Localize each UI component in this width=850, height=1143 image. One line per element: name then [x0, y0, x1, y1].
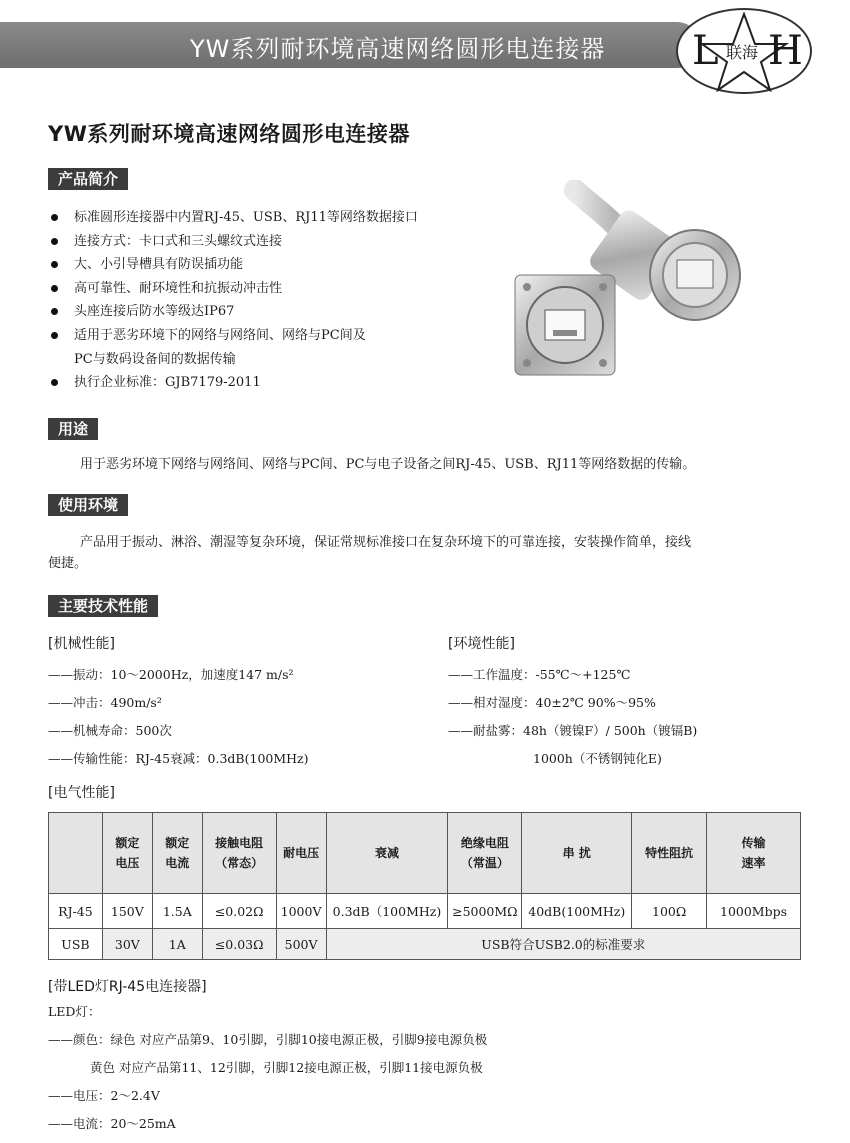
intro-bullet-list	[48, 206, 418, 395]
page-title: YW系列耐环境高速网络圆形电连接器	[48, 122, 410, 146]
led-spec: 黄色 对应产品第11、12引脚，引脚12接电源正极，引脚11接电源负极	[90, 1060, 483, 1075]
environmental-spec: ——相对湿度：40±2℃ 90%～95%	[448, 695, 656, 710]
intro-bullet: 连接方式：卡口式和三头螺纹式连接	[48, 230, 418, 254]
table-cell-merged: USB符合USB2.0的标准要求	[326, 929, 800, 960]
mechanical-spec: ——机械寿命：500次	[48, 723, 172, 738]
table-row	[49, 894, 801, 929]
environmental-spec-list	[448, 661, 697, 773]
environmental-spec: ——工作温度：-55℃～+125℃	[448, 667, 631, 682]
table-header-row	[49, 813, 801, 894]
mechanical-spec: ——振动：10～2000Hz，加速度147 m/s²	[48, 667, 294, 682]
intro-bullet: 高可靠性、耐环境性和抗振动冲击性	[48, 277, 418, 301]
intro-bullet: 执行企业标准：GJB7179-2011	[48, 371, 418, 395]
logo-letter-h: H	[768, 28, 803, 74]
table-cell: 1000V	[276, 894, 326, 929]
table-cell: 40dB(100MHz)	[522, 894, 632, 929]
environmental-heading: [环境性能]	[448, 636, 515, 652]
table-cell: 1000Mbps	[707, 894, 801, 929]
electrical-heading: [电气性能]	[48, 785, 115, 801]
intro-bullet-continued: PC与数码设备间的数据传输	[74, 351, 236, 367]
led-spec: ——颜色：绿色 对应产品第9、10引脚，引脚10接电源正极，引脚9接电源负极	[48, 1032, 488, 1047]
header-title: YW系列耐环境高速网络圆形电连接器	[190, 35, 606, 63]
table-cell: 150V	[102, 894, 152, 929]
logo-letter-l: L	[692, 28, 719, 74]
intro-bullet: 适用于恶劣环境下的网络与网络间、网络与PC间及	[48, 324, 418, 348]
environment-text-line2: 便捷。	[48, 556, 88, 571]
table-cell: USB	[49, 929, 103, 960]
led-label: LED灯：	[48, 1004, 101, 1019]
environmental-spec: 1000h（不锈钢钝化E)	[533, 751, 662, 766]
table-cell: 0.3dB（100MHz)	[326, 894, 448, 929]
led-heading: [带LED灯RJ-45电连接器]	[48, 979, 207, 995]
table-header-cell: 额定 电压	[102, 813, 152, 894]
product-photo	[505, 180, 775, 395]
table-header-cell: 衰减	[326, 813, 448, 894]
table-header-cell: 额定 电流	[152, 813, 202, 894]
section-intro-heading: 产品简介	[48, 168, 128, 190]
environment-text-line1: 产品用于振动、淋浴、潮湿等复杂环境，保证常规标准接口在复杂环境下的可靠连接，安装操作简单，接线	[80, 535, 692, 550]
intro-bullet: 标准圆形连接器中内置RJ-45、USB、RJ11等网络数据接口	[48, 206, 418, 230]
table-cell: ≤0.03Ω	[202, 929, 276, 960]
table-cell: ≤0.02Ω	[202, 894, 276, 929]
electrical-table	[48, 812, 801, 960]
mechanical-heading: [机械性能]	[48, 636, 115, 652]
table-cell: 500V	[276, 929, 326, 960]
mechanical-spec: ——传输性能：RJ-45衰减：0.3dB(100MHz)	[48, 751, 309, 766]
table-header-cell: 接触电阻 （常态）	[202, 813, 276, 894]
logo-text: 联海	[726, 43, 759, 62]
table-header-cell: 串 扰	[522, 813, 632, 894]
table-row	[49, 929, 801, 960]
table-header-cell: 耐电压	[276, 813, 326, 894]
table-header-cell	[49, 813, 103, 894]
table-header-cell: 特性阻抗	[632, 813, 707, 894]
intro-bullet: 大、小引导槽具有防误插功能	[48, 253, 418, 277]
header-bar	[0, 22, 700, 68]
table-header-cell: 传输 速率	[707, 813, 801, 894]
intro-bullet: 头座连接后防水等级达IP67	[48, 300, 418, 324]
table-cell: RJ-45	[49, 894, 103, 929]
table-cell: 100Ω	[632, 894, 707, 929]
environmental-spec: ——耐盐雾：48h（镀镍F）/ 500h（镀镉B)	[448, 723, 698, 738]
section-usage-heading: 用途	[48, 418, 98, 440]
mechanical-spec-list	[48, 661, 309, 773]
table-cell: ≥5000MΩ	[448, 894, 522, 929]
table-cell: 30V	[102, 929, 152, 960]
mechanical-spec: ——冲击：490m/s²	[48, 695, 162, 710]
section-environment-heading: 使用环境	[48, 494, 128, 516]
table-cell: 1.5A	[152, 894, 202, 929]
usage-text: 用于恶劣环境下网络与网络间、网络与PC间、PC与电子设备之间RJ-45、USB、RJ11等网络数据的传输。	[80, 457, 696, 472]
section-tech-heading: 主要技术性能	[48, 595, 158, 617]
table-header-cell: 绝缘电阻 （常温）	[448, 813, 522, 894]
led-spec: ——电压：2～2.4V	[48, 1088, 160, 1103]
table-cell: 1A	[152, 929, 202, 960]
led-spec: ——电流：20～25mA	[48, 1116, 176, 1131]
led-spec-list	[48, 998, 487, 1138]
company-logo	[676, 8, 812, 94]
